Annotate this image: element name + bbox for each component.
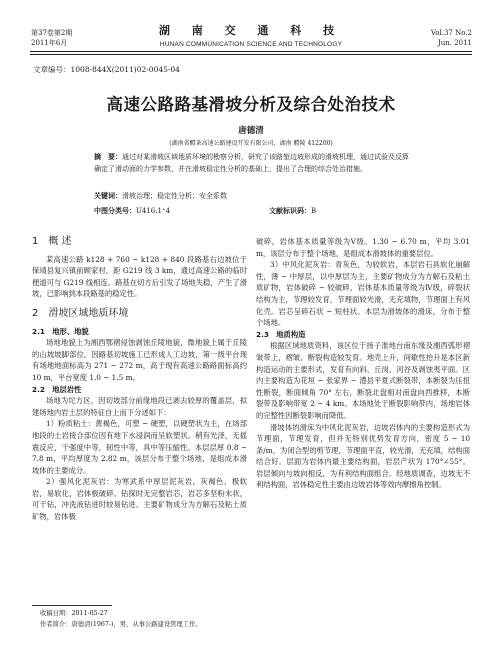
section-1-heading: 1 概 述 (32, 236, 72, 247)
author-bio: 作者简介：唐德清(1967-)，男，从事公路建设管理工作。 (40, 620, 202, 628)
section-1-paragraph: 某高速公路 k128 + 760 ~ k128 + 840 段路基右边坡位于保靖县复兴镇前顾家村，距 G219 线 3 km，通过高速公路的临时便道可与 G219 线相连。路基在切方后引发了场地失稳，产生了滑坡，已影响到本段路基的稳定性。 (32, 254, 247, 299)
subsection-2-3-paragraph: 根据区域地质资料，该区位于扬子准地台南东缘及湘西弧形褶皱带上，褶皱、断裂构造较发育。地壳上升，间歇性抬升是本区新构造运动的主要形式，发育有向斜、丘岗、河谷及剥蚀夷平面。区内主要构造为花垣 ~ 张家界 ~ 澧县平夏式断裂带，本断裂为压扭性断裂，断面倾角 70° 左右，断裂北盘相对南盘向西推移，本断裂带及影响带宽 2 ~ 4 km。本场地处于断裂影响带内，场地岩体的完整性因断裂影响而降低。 (256, 341, 470, 420)
subsection-2-1-paragraph: 场地地貌上为湘西鄂褶侵蚀剥蚀丘陵地貌，微地貌上属于丘陵的山坡坡脚部位。因路基切坡施工已形成人工边坡，第一级平台现有场地地面标高为 271 ~ 272 m，高于现有高速公路路面标高约 10 m，平台宽度 1.0 ~ 1.5 m。 (32, 338, 247, 382)
header-center (0, 22, 502, 48)
footnote (40, 609, 202, 630)
keywords-label: 关键词： (94, 192, 122, 200)
received-date: 收稿日期：2011-05-27 (40, 610, 108, 617)
abstract-text: 通过对某滑坡区域地质环境的勘察分析，研究了该路堑边坡形成的滑坡机理，通过试验及反算确定了滑动面的力学参数，并在滑坡稳定性分析的基础上，提出了合理的综合处治措施。 (94, 153, 409, 173)
doc-code-text: B (311, 207, 317, 215)
article-title: 高速公路路基滑坡分析及综合处治技术 (106, 95, 396, 114)
subsection-2-1-heading: 2.1 地形、地貌 (32, 326, 89, 336)
issue-cn: 第37卷第2期 (31, 29, 73, 37)
layer-2-paragraph: 2）强风化泥灰岩：为寒武系中厚层泥灰岩，灰褐色，极软岩，易软化，岩体极破碎。钻探时无完整岩芯，岩芯多坚粉末状，可干钻，冲洗液钻进时较易钻进。主要矿物成分为方解石及粘土质矿物，岩体极 (32, 477, 247, 522)
keywords (94, 191, 227, 201)
right-column (256, 236, 470, 491)
author-name: 唐德清 (238, 126, 264, 136)
header-right (431, 28, 472, 48)
header-rule (30, 51, 472, 52)
journal-name-cn: 湖 南 交 通 科 技 (158, 24, 344, 37)
section-2-heading: 2 滑坡区域地质环境 (32, 307, 129, 319)
abstract (94, 152, 412, 175)
subsection-2-3-heading: 2.3 地质构造 (256, 329, 306, 339)
classification-text: U416.1⁺4 (136, 207, 171, 215)
sliding-bed-paragraph: 滑坡体的滑床为中风化泥灰岩，边坡岩体内的主要构造形式为节理面，节理发育，但并无特别优势发育方向，密度 5 ~ 10 条/m，为闭合型的剪节理，节理面平直，较光滑，无充填，结构面结合好。层面为岩体内最主要结构面，岩层产状为 170°∠55°。岩层倾向与坡向相反，为有利结构面组合。经地质调查，边坡无不利结构面，岩体稳定性主要由边坡岩体等效内摩擦角控制。 (256, 422, 470, 490)
footnote-rule (32, 605, 112, 606)
classification-label: 中图分类号： (94, 207, 136, 215)
subsection-2-2-paragraph: 场地为坨方区，因切坡部分前缘地段已剥去较厚的覆盖层，拟建场地内岩土层的特征自上而下分述如下： (32, 396, 247, 417)
article-number: 文章编号：1008-844X(2011)02-0045-04 (33, 65, 180, 74)
journal-name-en: HUNAN COMMUNICATION SCIENCE AND TECHNOLOGY (159, 41, 343, 48)
layer-1-paragraph: 1）粉质粘土：黄褐色，可塑 ~ 硬塑，以硬塑状为主，在场部地段的土岩接合部位因有地下水浸润而呈软塑状。稍有光泽，无摇震反应，干强度中等，韧性中等，具中等压缩性。本层层厚 0.8 ~ 7.8 m，平均厚度为 2.82 m，该层分布于整个场地，是组成本滑坡体的主要成分。 (32, 419, 247, 475)
left-column (32, 236, 247, 523)
layer-2-continued: 破碎，岩体基本质量等级为Ⅴ级。1.30 ~ 6.70 m，平均 3.01 m，该层分布于整个场地，是组成本滑坡体的重要层位。 (256, 237, 470, 258)
classification-number (94, 206, 170, 216)
author-affiliation: (湖南省醴茶高速公路建设开发有限公司，湖南 醴陵 412200) (169, 140, 333, 147)
date-cn: 2011年6月 (31, 39, 68, 47)
subsection-2-2-heading: 2.2 地层岩性 (32, 384, 82, 394)
abstract-label: 摘 要： (94, 153, 122, 161)
doc-code-label: 文献标识码： (269, 207, 311, 215)
volume-en: Vol.37 No.2 (430, 29, 472, 37)
layer-3-paragraph: 3）中风化泥灰岩：青灰色，为较软岩，本层岩石具软化崩解性，薄 ~ 中厚层，以中厚层为主，主要矿物成分为方解石及粘土质矿物，岩体破碎 ~ 较破碎，岩体基本质量等级为Ⅳ级，碎裂状结构为主，节理较发育，节理面较光滑，无充填物，节理面上有风化壳。岩芯呈碎石状 ~ 短柱状。本层为滑坡体的滑床，分布于整个场地。 (256, 260, 470, 328)
header-rule-thin (30, 54, 472, 55)
date-en: Jun. 2011 (437, 39, 472, 47)
keywords-text: 滑坡治理；稳定性分析；安全系数 (122, 192, 227, 200)
document-code (269, 206, 316, 216)
